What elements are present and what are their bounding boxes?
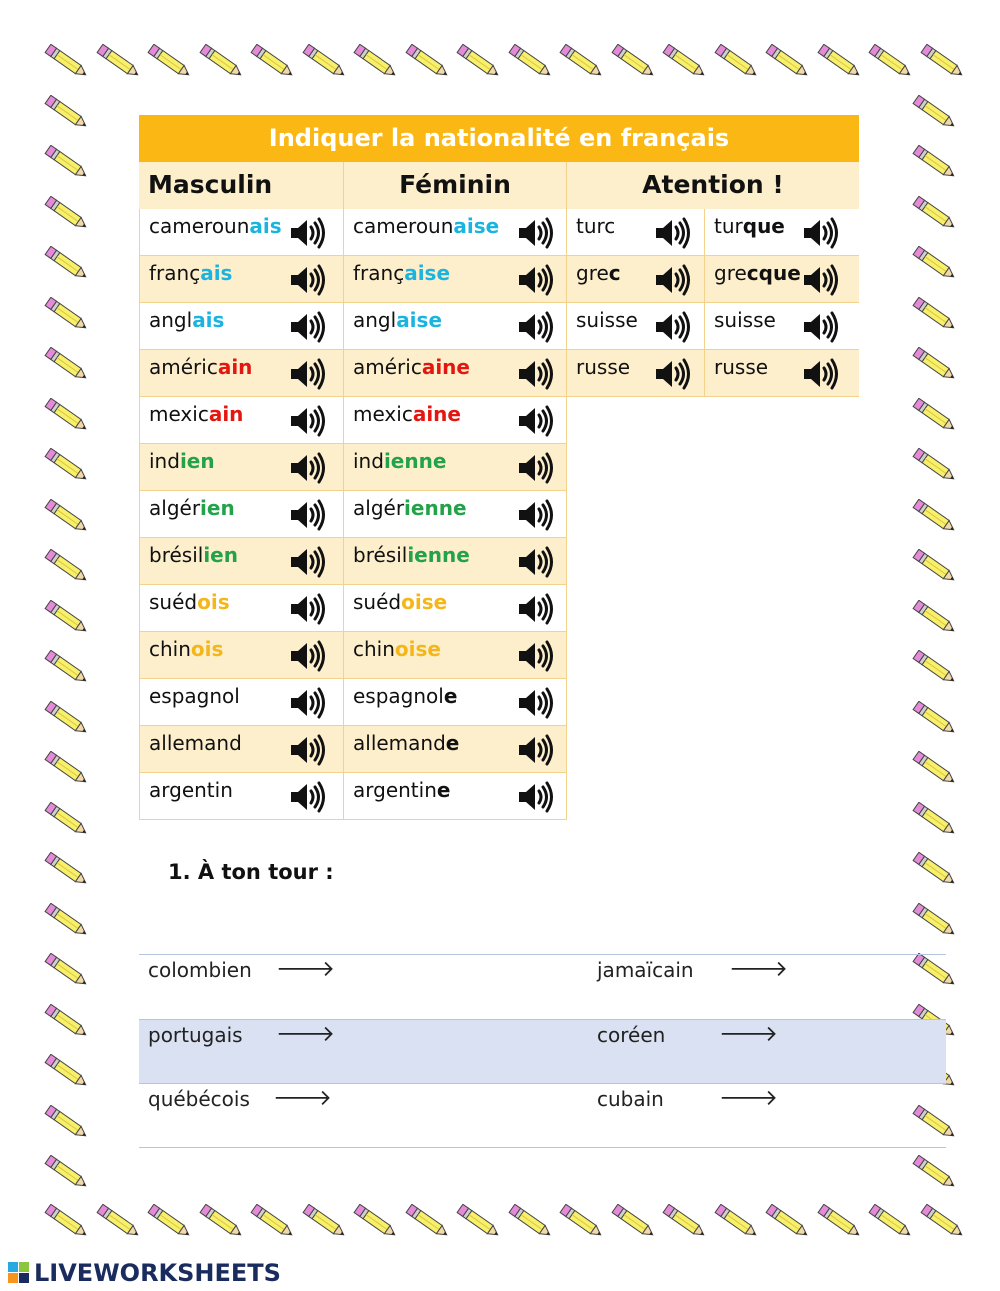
word-ending: e	[443, 684, 458, 708]
word-cell	[344, 538, 567, 585]
speaker-icon[interactable]	[288, 498, 326, 532]
pencil-icon	[908, 448, 960, 482]
header-masculin: Masculin	[139, 162, 344, 209]
word-cell	[344, 679, 567, 726]
word-stem: argentin	[353, 778, 437, 802]
word-cell	[705, 209, 859, 256]
exercise-row	[139, 954, 946, 1019]
table-row	[139, 444, 566, 491]
pencil-icon	[40, 650, 92, 684]
exercise-word-left: portugais	[148, 1022, 243, 1047]
pencil-icon	[710, 1204, 762, 1238]
exercise-word-left: québécois	[148, 1087, 250, 1111]
pencil-icon	[40, 549, 92, 583]
speaker-icon[interactable]	[288, 639, 326, 673]
pencil-icon	[908, 196, 960, 230]
word-cell	[344, 773, 567, 820]
word-ending: cque	[746, 261, 801, 285]
word-ending: aise	[453, 214, 500, 238]
word-stem: brésil	[149, 543, 204, 567]
pencil-icon	[40, 1105, 92, 1139]
word-cell	[139, 256, 344, 303]
speaker-icon[interactable]	[288, 451, 326, 485]
word-ending: ois	[197, 590, 230, 614]
pencil-icon	[40, 751, 92, 785]
pencil-icon	[349, 44, 401, 78]
pencil-icon	[246, 44, 298, 78]
speaker-icon[interactable]	[801, 357, 839, 391]
pencil-icon	[40, 600, 92, 634]
speaker-icon[interactable]	[516, 404, 554, 438]
table-row	[139, 632, 566, 679]
pencil-icon	[504, 44, 556, 78]
exercise-word-right: jamaïcain	[597, 958, 694, 982]
word-cell	[139, 538, 344, 585]
word-cell	[139, 585, 344, 632]
table-row	[139, 773, 566, 820]
pencil-icon	[246, 1204, 298, 1238]
pencil-icon	[908, 549, 960, 583]
attention-row	[567, 256, 859, 303]
pencil-icon	[916, 44, 968, 78]
word-stem: allemand	[353, 731, 446, 755]
word-cell	[344, 726, 567, 773]
pencil-icon	[908, 347, 960, 381]
pencil-icon	[40, 347, 92, 381]
word-cell	[705, 303, 859, 350]
pencil-icon	[908, 499, 960, 533]
word-stem: gre	[714, 261, 747, 285]
pencil-icon	[40, 398, 92, 432]
pencil-icon	[298, 44, 350, 78]
word-ending: que	[742, 214, 785, 238]
pencil-icon	[40, 499, 92, 533]
pencil-icon	[607, 1204, 659, 1238]
word-stem: franç	[353, 261, 405, 285]
pencil-icon	[349, 1204, 401, 1238]
word-cell	[344, 585, 567, 632]
pencil-icon	[401, 1204, 453, 1238]
pencil-icon	[452, 1204, 504, 1238]
word-stem: franç	[149, 261, 201, 285]
speaker-icon[interactable]	[288, 310, 326, 344]
attention-row	[567, 303, 859, 350]
speaker-icon[interactable]	[516, 686, 554, 720]
pencil-icon	[658, 1204, 710, 1238]
table-row	[139, 256, 566, 303]
word-ending: ain	[208, 402, 244, 426]
speaker-icon[interactable]	[288, 780, 326, 814]
arrow-icon: 🡒	[276, 1021, 335, 1047]
pencil-icon	[607, 44, 659, 78]
word-stem: chin	[353, 637, 395, 661]
word-stem: angl	[149, 308, 193, 332]
word-stem: turc	[576, 214, 616, 238]
speaker-icon[interactable]	[288, 686, 326, 720]
word-ending: ais	[249, 214, 282, 238]
pencil-icon	[658, 44, 710, 78]
exercise-row	[139, 1083, 946, 1148]
speaker-icon[interactable]	[516, 498, 554, 532]
pencil-icon	[195, 1204, 247, 1238]
word-stem: mexic	[353, 402, 413, 426]
pencil-icon	[813, 44, 865, 78]
word-stem: cameroun	[353, 214, 454, 238]
word-ending: aine	[421, 355, 470, 379]
word-ending: ienne	[383, 449, 447, 473]
table-row	[139, 303, 566, 350]
speaker-icon[interactable]	[288, 592, 326, 626]
word-cell	[139, 773, 344, 820]
speaker-icon[interactable]	[516, 733, 554, 767]
pencil-icon	[298, 1204, 350, 1238]
table-row	[139, 726, 566, 773]
word-cell	[344, 397, 567, 444]
word-cell	[567, 303, 705, 350]
speaker-icon[interactable]	[653, 310, 691, 344]
word-ending: ais	[192, 308, 225, 332]
pencil-icon	[908, 701, 960, 735]
word-stem: russe	[714, 355, 769, 379]
word-ending: ienne	[404, 496, 467, 520]
speaker-icon[interactable]	[516, 357, 554, 391]
word-cell	[344, 350, 567, 397]
speaker-icon[interactable]	[653, 263, 691, 297]
word-stem: ind	[353, 449, 384, 473]
pencil-icon	[40, 1054, 92, 1088]
table-row	[139, 491, 566, 538]
word-stem: angl	[353, 308, 397, 332]
speaker-icon[interactable]	[288, 216, 326, 250]
pencil-icon	[92, 44, 144, 78]
word-cell	[139, 444, 344, 491]
word-cell	[567, 209, 705, 256]
liveworksheets-logo[interactable]	[8, 1258, 281, 1288]
word-cell	[139, 397, 344, 444]
word-ending: ain	[217, 355, 253, 379]
pencil-icon	[40, 1004, 92, 1038]
word-stem: ind	[149, 449, 180, 473]
pencil-icon	[864, 1204, 916, 1238]
pencil-icon	[92, 1204, 144, 1238]
pencil-icon	[143, 1204, 195, 1238]
pencil-icon	[761, 44, 813, 78]
speaker-icon[interactable]	[516, 639, 554, 673]
table-row	[139, 538, 566, 585]
table-row	[139, 209, 566, 256]
pencil-icon	[40, 802, 92, 836]
pencil-icon	[710, 44, 762, 78]
pencil-icon	[813, 1204, 865, 1238]
speaker-icon[interactable]	[653, 357, 691, 391]
pencil-icon	[40, 44, 92, 78]
word-cell	[344, 303, 567, 350]
word-cell	[139, 632, 344, 679]
speaker-icon[interactable]	[516, 780, 554, 814]
word-stem: tur	[714, 214, 743, 238]
speaker-icon[interactable]	[516, 451, 554, 485]
speaker-icon[interactable]	[801, 310, 839, 344]
table-title: Indiquer la nationalité en français	[139, 115, 859, 162]
word-ending: ienne	[407, 543, 470, 567]
word-stem: espagnol	[353, 684, 444, 708]
speaker-icon[interactable]	[801, 216, 839, 250]
pencil-icon	[908, 650, 960, 684]
pencil-icon	[908, 1155, 960, 1189]
arrow-icon: 🡒	[719, 1021, 778, 1047]
pencil-icon	[143, 44, 195, 78]
pencil-icon	[761, 1204, 813, 1238]
word-ending: oise	[394, 637, 441, 661]
speaker-icon[interactable]	[516, 592, 554, 626]
exercise-bottom-line	[139, 1147, 946, 1148]
word-ending: ais	[200, 261, 233, 285]
pencil-icon	[908, 398, 960, 432]
arrow-icon: 🡒	[729, 957, 788, 982]
word-cell	[344, 209, 567, 256]
pencil-icon	[40, 1155, 92, 1189]
exercise-word-right: cubain	[597, 1087, 664, 1111]
word-cell	[344, 256, 567, 303]
word-stem: suisse	[714, 308, 776, 332]
word-cell	[139, 726, 344, 773]
word-stem: mexic	[149, 402, 209, 426]
pencil-icon	[908, 751, 960, 785]
word-ending: ien	[179, 449, 215, 473]
word-stem: gre	[576, 261, 609, 285]
pencil-icon	[195, 44, 247, 78]
speaker-icon[interactable]	[288, 404, 326, 438]
word-ending: aise	[404, 261, 451, 285]
word-cell	[139, 350, 344, 397]
word-ending: ien	[200, 496, 235, 520]
attention-row	[567, 209, 859, 256]
pencil-icon	[908, 802, 960, 836]
word-stem: suéd	[149, 590, 198, 614]
word-stem: allemand	[149, 731, 242, 755]
arrow-icon: 🡒	[276, 957, 335, 982]
pencil-icon	[40, 448, 92, 482]
word-stem: espagnol	[149, 684, 240, 708]
word-stem: chin	[149, 637, 191, 661]
speaker-icon[interactable]	[516, 545, 554, 579]
word-ending: aise	[396, 308, 443, 332]
speaker-icon[interactable]	[516, 310, 554, 344]
word-stem: argentin	[149, 778, 233, 802]
pencil-icon	[908, 903, 960, 937]
word-cell	[139, 303, 344, 350]
word-ending: oise	[401, 590, 448, 614]
pencil-icon	[908, 297, 960, 331]
speaker-icon[interactable]	[288, 545, 326, 579]
pencil-icon	[908, 145, 960, 179]
header-feminin: Féminin	[344, 162, 567, 209]
exercise-title: 1. À ton tour :	[168, 860, 334, 884]
word-stem: russe	[576, 355, 631, 379]
pencil-icon	[40, 953, 92, 987]
arrow-icon: 🡒	[719, 1086, 778, 1111]
word-cell	[344, 491, 567, 538]
table-row	[139, 350, 566, 397]
word-stem: suisse	[576, 308, 638, 332]
arrow-icon: 🡒	[273, 1086, 332, 1111]
pencil-icon	[40, 145, 92, 179]
word-cell	[705, 350, 859, 397]
word-stem: améric	[353, 355, 422, 379]
attention-row	[567, 350, 859, 397]
word-stem: cameroun	[149, 214, 250, 238]
speaker-icon[interactable]	[288, 357, 326, 391]
speaker-icon[interactable]	[653, 216, 691, 250]
speaker-icon[interactable]	[516, 263, 554, 297]
word-cell	[567, 350, 705, 397]
table-row	[139, 585, 566, 632]
speaker-icon[interactable]	[288, 733, 326, 767]
pencil-icon	[40, 297, 92, 331]
speaker-icon[interactable]	[801, 263, 839, 297]
word-stem: algér	[353, 496, 405, 520]
pencil-icon	[452, 44, 504, 78]
pencil-icon	[504, 1204, 556, 1238]
word-stem: brésil	[353, 543, 408, 567]
word-stem: améric	[149, 355, 218, 379]
word-ending: ien	[203, 543, 238, 567]
word-ending: e	[445, 731, 460, 755]
pencil-icon	[864, 44, 916, 78]
word-ending: e	[436, 778, 451, 802]
word-ending: ois	[190, 637, 224, 661]
exercise-word-left: colombien	[148, 958, 252, 982]
word-cell	[567, 256, 705, 303]
pencil-icon	[555, 1204, 607, 1238]
word-cell	[344, 632, 567, 679]
pencil-icon	[40, 95, 92, 129]
speaker-icon[interactable]	[288, 263, 326, 297]
word-cell	[705, 256, 859, 303]
pencil-icon	[401, 44, 453, 78]
logo-icon	[8, 1262, 30, 1284]
word-ending: aine	[412, 402, 461, 426]
word-stem: suéd	[353, 590, 402, 614]
pencil-icon	[908, 852, 960, 886]
word-stem: algér	[149, 496, 201, 520]
pencil-icon	[555, 44, 607, 78]
speaker-icon[interactable]	[516, 216, 554, 250]
word-cell	[139, 209, 344, 256]
logo-text: LIVEWORKSHEETS	[34, 1259, 281, 1287]
header-attention: Atention !	[567, 162, 859, 209]
pencil-icon	[40, 246, 92, 280]
word-cell	[344, 444, 567, 491]
exercise-word-right: coréen	[597, 1022, 666, 1047]
pencil-icon	[908, 600, 960, 634]
pencil-icon	[40, 1204, 92, 1238]
table-row	[139, 397, 566, 444]
table-row	[139, 679, 566, 726]
word-cell	[139, 679, 344, 726]
pencil-icon	[908, 95, 960, 129]
pencil-icon	[40, 903, 92, 937]
pencil-icon	[40, 852, 92, 886]
pencil-icon	[916, 1204, 968, 1238]
exercise-row	[139, 1019, 946, 1084]
word-ending: c	[608, 261, 621, 285]
pencil-icon	[40, 701, 92, 735]
pencil-icon	[40, 196, 92, 230]
pencil-icon	[908, 246, 960, 280]
word-cell	[139, 491, 344, 538]
